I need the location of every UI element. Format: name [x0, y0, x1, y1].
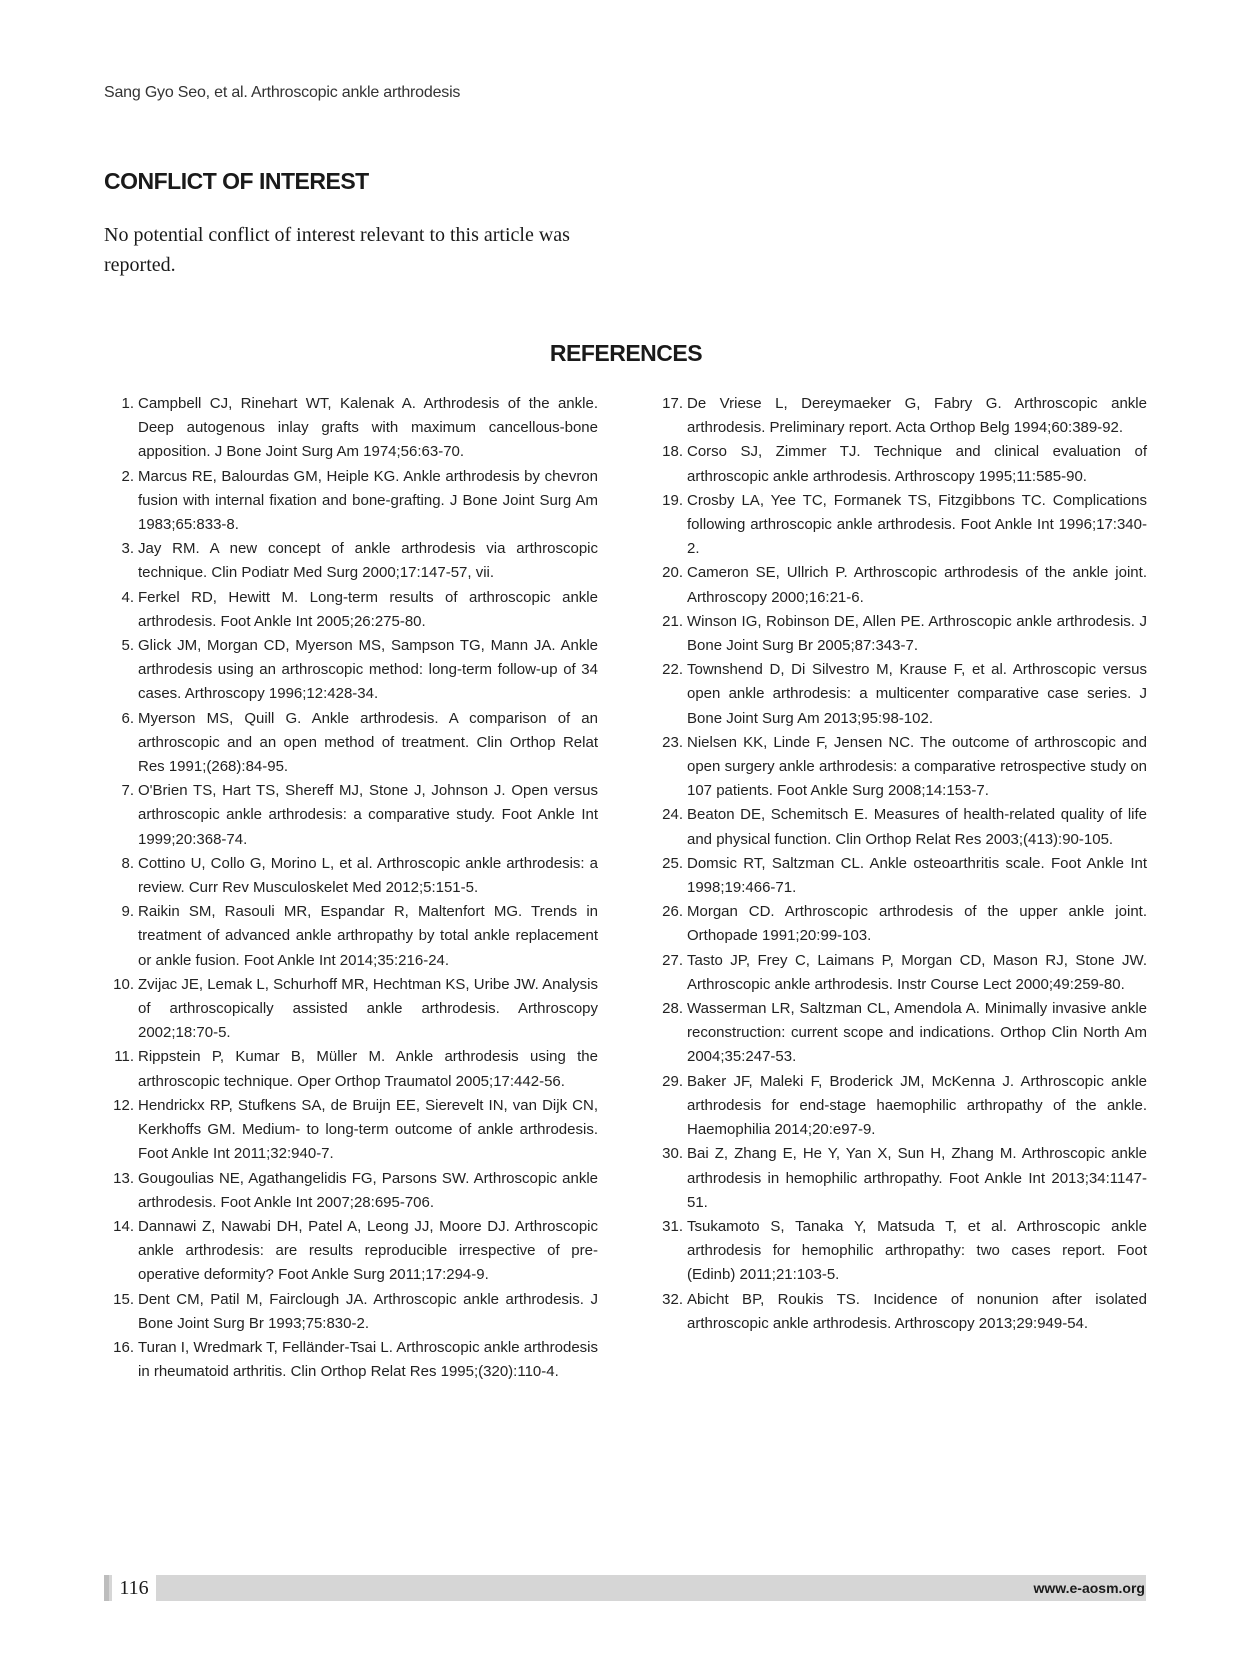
reference-item — [104, 1288, 598, 1336]
reference-text: Tsukamoto S, Tanaka Y, Matsuda T, et al. Arthroscopic ankle arthrodesis for hemophilic arthropathy: two cases report. Foot (Edinb) 2011;21:103-5. — [687, 1217, 1147, 1284]
reference-number: 31. — [662, 1217, 683, 1235]
reference-number: 29. — [662, 1072, 683, 1090]
reference-number: 21. — [662, 612, 683, 630]
reference-number: 7. — [121, 782, 134, 800]
reference-number: 12. — [113, 1096, 134, 1114]
reference-item — [104, 1094, 598, 1167]
reference-number: 10. — [113, 975, 134, 993]
reference-number: 18. — [662, 443, 683, 461]
reference-text: Cottino U, Collo G, Morino L, et al. Arthroscopic ankle arthrodesis: a review. Curr Rev Musculoskelet Med 2012;5:151-5. — [138, 854, 598, 897]
reference-text: Campbell CJ, Rinehart WT, Kalenak A. Arthrodesis of the ankle. Deep autogenous inlay grafts with maximum cancellous-bone apposition. J Bone Joint Surg Am 1974;56:63-70. — [138, 395, 598, 461]
reference-number: 23. — [662, 733, 683, 751]
reference-number: 1. — [121, 395, 134, 412]
reference-item — [104, 707, 598, 780]
reference-text: Townshend D, Di Silvestro M, Krause F, et al. Arthroscopic versus open ankle arthrodesis: a multicenter comparative case series. J Bone Joint Surg Am 2013;95:98-102. — [687, 661, 1147, 727]
reference-text: Zvijac JE, Lemak L, Schurhoff MR, Hechtman KS, Uribe JW. Analysis of arthroscopically assisted ankle arthrodesis. Arthroscopy 2002;18:70-5. — [138, 975, 598, 1042]
reference-text: Wasserman LR, Saltzman CL, Amendola A. Minimally invasive ankle reconstruction: current scope and indications. Orthop Clin North Am 2004;35:247-53. — [687, 1000, 1147, 1066]
reference-item — [653, 900, 1147, 948]
reference-number: 17. — [662, 395, 683, 412]
reference-number: 25. — [662, 854, 683, 872]
reference-text: Gougoulias NE, Agathangelidis FG, Parsons SW. Arthroscopic ankle arthrodesis. Foot Ankle Int 2007;28:695-706. — [138, 1169, 598, 1211]
page-number: 116 — [112, 1575, 156, 1601]
reference-item — [653, 561, 1147, 609]
reference-item — [653, 1215, 1147, 1288]
reference-text: Domsic RT, Saltzman CL. Ankle osteoarthritis scale. Foot Ankle Int 1998;19:466-71. — [687, 854, 1147, 897]
reference-item — [653, 489, 1147, 562]
reference-number: 11. — [114, 1048, 134, 1066]
running-head: Sang Gyo Seo, et al. Arthroscopic ankle arthrodesis — [104, 84, 461, 101]
references-right-column — [653, 392, 1147, 1336]
reference-item — [653, 658, 1147, 731]
footer-accent — [104, 1575, 109, 1601]
reference-text: Beaton DE, Schemitsch E. Measures of health-related quality of life and physical function. Clin Orthop Relat Res 2003;(413):90-105. — [687, 806, 1147, 848]
reference-item — [653, 392, 1147, 440]
reference-text: Dannawi Z, Nawabi DH, Patel A, Leong JJ, Moore DJ. Arthroscopic ankle arthrodesis: are results reproducible irrespective of pre-operative deformity? Foot Ankle Surg 2011;17:294-9. — [138, 1217, 598, 1284]
reference-text: Rippstein P, Kumar B, Müller M. Ankle arthrodesis using the arthroscopic technique. Oper Orthop Traumatol 2005;17:442-56. — [138, 1048, 598, 1090]
reference-item — [653, 1070, 1147, 1143]
reference-text: Morgan CD. Arthroscopic arthrodesis of the upper ankle joint. Orthopade 1991;20:99-103. — [687, 903, 1147, 945]
reference-text: Crosby LA, Yee TC, Formanek TS, Fitzgibbons TC. Complications following arthroscopic ankle arthrodesis. Foot Ankle Int 1996;17:340-2. — [687, 491, 1147, 558]
reference-text: Hendrickx RP, Stufkens SA, de Bruijn EE, Sierevelt IN, van Dijk CN, Kerkhoffs GM. Medium- to long-term outcome of ankle arthrodesis. Foot Ankle Int 2011;32:940-7. — [138, 1096, 598, 1163]
references-left-column — [104, 392, 598, 1384]
reference-item — [653, 1142, 1147, 1215]
reference-item — [104, 465, 598, 538]
reference-number: 26. — [662, 903, 683, 921]
reference-number: 30. — [662, 1145, 683, 1163]
reference-text: Ferkel RD, Hewitt M. Long-term results of arthroscopic ankle arthrodesis. Foot Ankle Int 2005;26:275-80. — [138, 588, 598, 630]
reference-number: 3. — [121, 540, 134, 558]
references-heading: REFERENCES — [549, 340, 703, 366]
reference-number: 28. — [662, 1000, 683, 1018]
conflict-of-interest-heading: CONFLICT OF INTEREST — [104, 168, 369, 194]
reference-item — [104, 973, 598, 1046]
reference-item — [104, 900, 598, 973]
reference-text: Cameron SE, Ullrich P. Arthroscopic arthrodesis of the ankle joint. Arthroscopy 2000;16:21-6. — [687, 564, 1147, 606]
reference-item — [104, 1336, 598, 1384]
reference-item — [653, 440, 1147, 488]
reference-text: De Vriese L, Dereymaeker G, Fabry G. Arthroscopic ankle arthrodesis. Preliminary report. Acta Orthop Belg 1994;60:389-92. — [687, 395, 1147, 437]
reference-number: 14. — [113, 1217, 134, 1235]
reference-number: 9. — [121, 903, 134, 921]
reference-number: 32. — [662, 1290, 683, 1308]
reference-number: 4. — [121, 588, 134, 606]
reference-text: Bai Z, Zhang E, He Y, Yan X, Sun H, Zhang M. Arthroscopic ankle arthrodesis in hemophilic arthropathy. Foot Ankle Int 2013;34:1147-51. — [687, 1145, 1147, 1211]
reference-item — [104, 586, 598, 634]
reference-text: Turan I, Wredmark T, Felländer-Tsai L. Arthroscopic ankle arthrodesis in rheumatoid arthritis. Clin Orthop Relat Res 1995;(320):110-4. — [138, 1338, 598, 1381]
reference-item — [653, 1288, 1147, 1336]
reference-item — [104, 537, 598, 585]
reference-text: Raikin SM, Rasouli MR, Espandar R, Maltenfort MG. Trends in treatment of advanced ankle arthropathy by total ankle replacement or ankle fusion. Foot Ankle Int 2014;35:216-24. — [138, 903, 598, 969]
reference-item — [653, 852, 1147, 900]
reference-item — [653, 803, 1147, 851]
reference-number: 6. — [121, 709, 134, 727]
reference-item — [653, 997, 1147, 1070]
footer-bar — [104, 1575, 1146, 1601]
reference-text: Dent CM, Patil M, Fairclough JA. Arthroscopic ankle arthrodesis. J Bone Joint Surg Br 1993;75:830-2. — [138, 1290, 598, 1332]
reference-text: Nielsen KK, Linde F, Jensen NC. The outcome of arthroscopic and open surgery ankle arthrodesis: a comparative retrospective study on 107 patients. Foot Ankle Surg 2008;14:153-7. — [687, 733, 1147, 800]
reference-item — [104, 392, 598, 465]
reference-text: O'Brien TS, Hart TS, Shereff MJ, Stone J, Johnson J. Open versus arthroscopic ankle arthrodesis: a comparative study. Foot Ankle Int 1999;20:368-74. — [138, 782, 598, 848]
reference-item — [104, 852, 598, 900]
reference-text: Marcus RE, Balourdas GM, Heiple KG. Ankle arthrodesis by chevron fusion with internal fixation and bone-grafting. J Bone Joint Surg Am 1983;65:833-8. — [138, 467, 598, 534]
conflict-of-interest-text: No potential conflict of interest relevant to this article was reported. — [104, 224, 570, 276]
reference-item — [104, 779, 598, 852]
reference-text: Winson IG, Robinson DE, Allen PE. Arthroscopic ankle arthrodesis. J Bone Joint Surg Br 2005;87:343-7. — [687, 612, 1147, 655]
reference-text: Baker JF, Maleki F, Broderick JM, McKenna J. Arthroscopic ankle arthrodesis for end-stage haemophilic arthropathy of the ankle. Haemophilia 2014;20:e97-9. — [687, 1072, 1147, 1139]
reference-number: 13. — [113, 1169, 134, 1187]
reference-text: Glick JM, Morgan CD, Myerson MS, Sampson TG, Mann JA. Ankle arthrodesis using an arthroscopic method: long-term follow-up of 34 cases. Arthroscopy 1996;12:428-34. — [138, 637, 598, 703]
reference-text: Abicht BP, Roukis TS. Incidence of nonunion after isolated arthroscopic ankle arthrodesis. Arthroscopy 2013;29:949-54. — [687, 1290, 1147, 1332]
reference-number: 15. — [113, 1290, 134, 1308]
reference-text: Jay RM. A new concept of ankle arthrodesis via arthroscopic technique. Clin Podiatr Med Surg 2000;17:147-57, vii. — [138, 540, 598, 582]
reference-number: 8. — [121, 854, 134, 872]
reference-number: 2. — [121, 467, 134, 485]
reference-number: 16. — [113, 1338, 134, 1356]
reference-item — [653, 731, 1147, 804]
reference-item — [104, 634, 598, 707]
journal-url[interactable]: www.e-aosm.org — [1033, 1580, 1145, 1596]
reference-text: Corso SJ, Zimmer TJ. Technique and clinical evaluation of arthroscopic ankle arthrodesis. Arthroscopy 1995;11:585-90. — [687, 443, 1147, 485]
reference-text: Myerson MS, Quill G. Ankle arthrodesis. A comparison of an arthroscopic and an open method of treatment. Clin Orthop Relat Res 1991;(268):84-95. — [138, 709, 598, 776]
reference-number: 24. — [662, 806, 683, 824]
reference-item — [104, 1167, 598, 1215]
reference-item — [653, 949, 1147, 997]
reference-number: 5. — [121, 637, 134, 655]
reference-item — [104, 1215, 598, 1288]
reference-number: 22. — [662, 661, 683, 679]
reference-number: 20. — [662, 564, 683, 582]
reference-text: Tasto JP, Frey C, Laimans P, Morgan CD, Mason RJ, Stone JW. Arthroscopic ankle arthrodesis. Instr Course Lect 2000;49:259-80. — [687, 951, 1147, 993]
reference-item — [653, 610, 1147, 658]
reference-number: 27. — [662, 951, 683, 969]
reference-number: 19. — [662, 491, 683, 509]
reference-item — [104, 1045, 598, 1093]
